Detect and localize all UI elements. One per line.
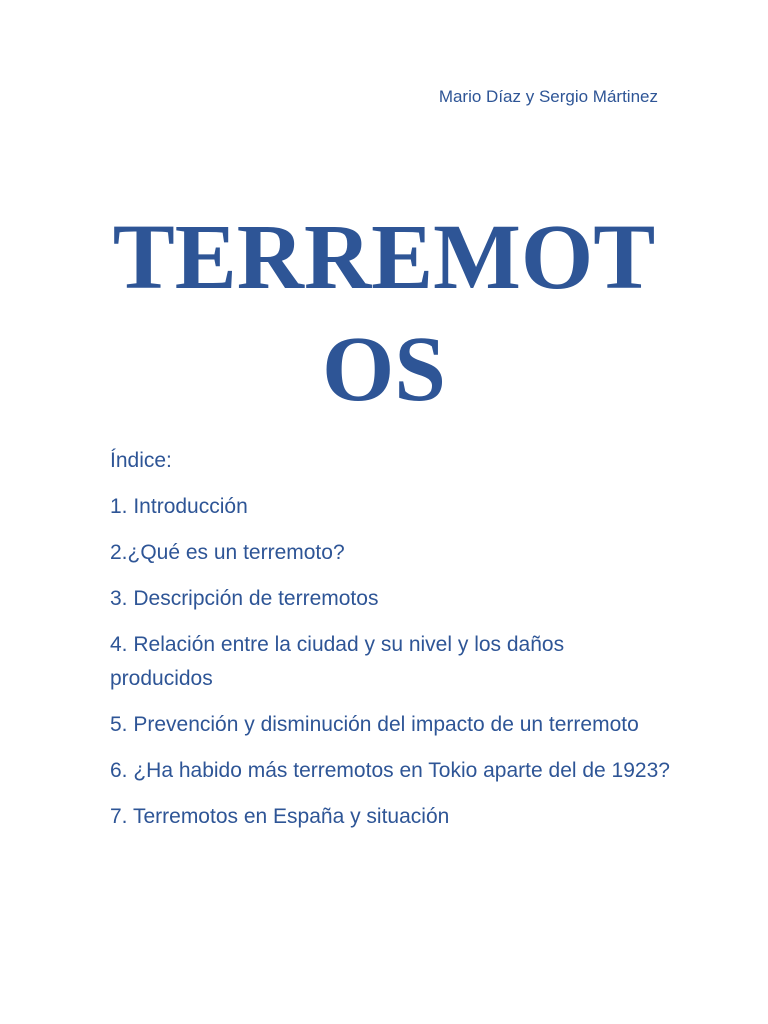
toc-item-1: 1. Introducción bbox=[110, 495, 248, 518]
toc-item-2: 2.¿Qué es un terremoto? bbox=[110, 541, 345, 564]
toc-item-4: 4. Relación entre la ciudad y su nivel y los daños producidos bbox=[110, 633, 565, 690]
toc-item-7: 7. Terremotos en España y situación bbox=[110, 805, 450, 828]
toc-item-3: 3. Descripción de terremotos bbox=[110, 587, 379, 610]
toc-item-6: 6. ¿Ha habido más terremotos en Tokio aparte del de 1923? bbox=[110, 759, 670, 782]
table-of-contents bbox=[110, 444, 670, 846]
title-line-1: TERREMOT bbox=[112, 206, 656, 309]
authors: Mario Díaz y Sergio Mártinez bbox=[438, 87, 658, 106]
title-line-2: OS bbox=[321, 318, 447, 421]
toc-list bbox=[110, 490, 670, 834]
toc-item-5: 5. Prevención y disminución del impacto de un terremoto bbox=[110, 713, 639, 736]
toc-heading: Índice: bbox=[110, 449, 172, 472]
